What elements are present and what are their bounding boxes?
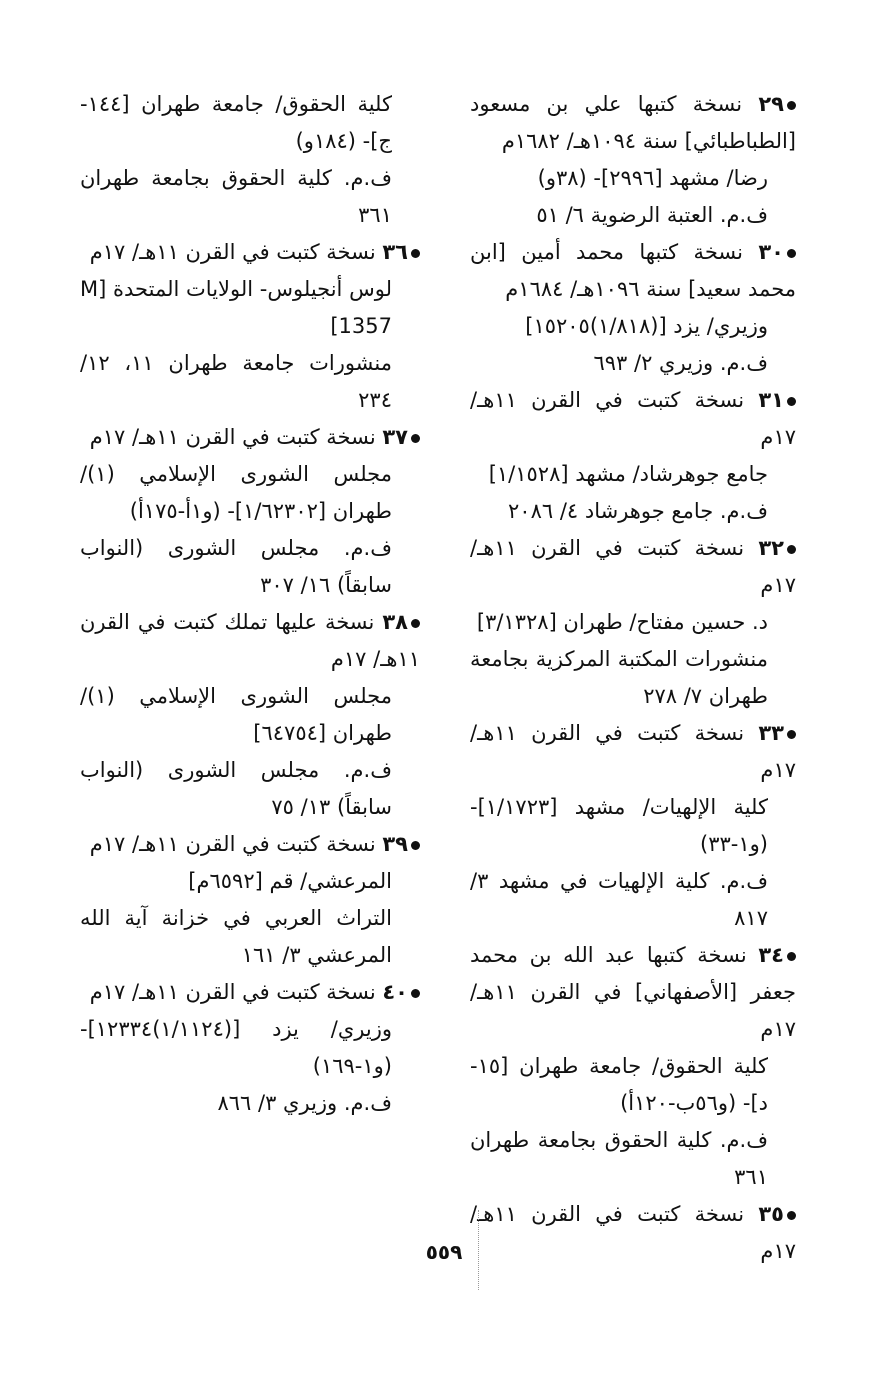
manuscript-entry [470,530,796,715]
library-location: وزيري/ يزد [(١/٨١٨)١٥٢٠٥] [525,314,768,338]
manuscript-entry [470,715,796,937]
library-location: كلية الحقوق/ جامعة طهران [١٥-د]- (و٥٦ب-١٢٠أ) [470,1054,768,1115]
library-location: وزيري/ يزد [(١/١١٢٤)١٢٣٣٤]- (و١-١٦٩) [80,1017,392,1078]
library-location: مجلس الشورى الإسلامي (١)/ طهران [٦٤٧٥٤] [80,684,392,745]
library-location: كلية الحقوق/ جامعة طهران [١٤٤-ج]- (١٨٤و) [80,92,392,153]
library-location: جامع جوهرشاد/ مشهد [١/١٥٢٨] [488,462,768,486]
entry-number: ٣١ [758,388,784,412]
entry-title [470,86,796,160]
entry-title-text: نسخة كتبها عبد الله بن محمد جعفر [الأصفهاني] في القرن ١١هـ/ ١٧م [470,943,796,1041]
bullet-icon [411,249,420,258]
library-location: لوس أنجيلوس- الولايات المتحدة [M 1357] [80,277,392,338]
library-location: مجلس الشورى الإسلامي (١)/ طهران [١/٦٢٣٠٢]- (و١أ-١٧٥أ) [80,462,392,523]
entry-title [80,826,420,863]
library-location: د. حسين مفتاح/ طهران [٣/١٣٢٨] [476,610,768,634]
bullet-icon [411,434,420,443]
entry-number: ٣٦ [382,240,408,264]
entry-number: ٣٧ [382,425,408,449]
entry-title-text: نسخة كتبت في القرن ١١هـ/ ١٧م [89,240,376,264]
entry-title [80,604,420,678]
entry-title-text: نسخة عليها تملك كتبت في القرن ١١هـ/ ١٧م [80,610,420,671]
entry-title-text: نسخة كتبت في القرن ١١هـ/ ١٧م [89,425,376,449]
entry-number: ٣٩ [382,832,408,856]
manuscript-entry [80,86,420,234]
library-location: رضا/ مشهد [٢٩٩٦]- (٣٨و) [537,166,768,190]
catalog-reference: منشورات جامعة طهران ١١، ١٢/ ٢٣٤ [80,351,393,412]
manuscript-entry [470,86,796,234]
manuscript-entry [80,974,420,1122]
catalog-reference: ف.م. كلية الحقوق بجامعة طهران ٣٦١ [470,1128,768,1189]
catalog-reference: التراث العربي في خزانة آية الله المرعشي ٣/ ١٦١ [80,906,392,967]
bullet-icon [787,730,796,739]
entry-number: ٣٤ [758,943,784,967]
bullet-icon [787,101,796,110]
page-number: ٥٥٩ [425,1240,463,1264]
entry-title [470,234,796,308]
entry-title-text: نسخة كتبت في القرن ١١هـ/ ١٧م [470,388,796,449]
entry-title-text: نسخة كتبها محمد أمين [ابن محمد سعيد] سنة ١٠٩٦هـ/ ١٦٨٤م [470,240,796,301]
right-column [470,86,796,1270]
manuscript-entry [80,419,420,604]
entry-number: ٣٣ [758,721,784,745]
entry-number: ٣٨ [382,610,408,634]
manuscript-entry [80,826,420,974]
library-location: كلية الإلهيات/ مشهد [١/١٧٢٣]- (و١-٣٣) [470,795,768,856]
catalog-reference: ف.م. وزيري ٣/ ٨٦٦ [217,1091,392,1115]
entry-number: ٣٠ [758,240,784,264]
left-column [80,86,420,1122]
catalog-reference: منشورات المكتبة المركزية بجامعة طهران ٧/ ٢٧٨ [470,647,768,708]
entry-number: ٣٢ [758,536,784,560]
manuscript-entry [80,234,420,419]
bullet-icon [787,249,796,258]
manuscript-entry [470,234,796,382]
manuscript-entry [80,604,420,826]
entry-title-text: نسخة كتبت في القرن ١١هـ/ ١٧م [470,1202,796,1263]
entry-title [80,419,420,456]
entry-title-text: نسخة كتبت في القرن ١١هـ/ ١٧م [470,536,796,597]
manuscript-entry [470,382,796,530]
bullet-icon [787,397,796,406]
manuscript-entry [470,1196,796,1270]
catalog-reference: ف.م. العتبة الرضوية ٦/ ٥١ [536,203,768,227]
entry-number: ٤٠ [382,980,408,1004]
bullet-icon [411,841,420,850]
entry-title-text: نسخة كتبها علي بن مسعود [الطباطبائي] سنة ١٠٩٤هـ/ ١٦٨٢م [470,92,796,153]
bullet-icon [787,545,796,554]
entry-number: ٢٩ [758,92,784,116]
entry-title-text: نسخة كتبت في القرن ١١هـ/ ١٧م [470,721,796,782]
entry-title [80,234,420,271]
entry-title-text: نسخة كتبت في القرن ١١هـ/ ١٧م [89,980,376,1004]
catalog-reference: ف.م. مجلس الشورى (النواب سابقاً) ١٣/ ٧٥ [80,758,392,819]
entry-number: ٣٥ [758,1202,784,1226]
entry-title [470,382,796,456]
entry-title [470,715,796,789]
catalog-reference: ف.م. كلية الحقوق بجامعة طهران ٣٦١ [80,166,392,227]
entry-title-text: نسخة كتبت في القرن ١١هـ/ ١٧م [89,832,376,856]
catalog-reference: ف.م. وزيري ٢/ ٦٩٣ [593,351,768,375]
entry-title [470,530,796,604]
library-location: المرعشي/ قم [٦٥٩٢م] [188,869,392,893]
entry-title [80,974,420,1011]
catalog-reference: ف.م. جامع جوهرشاد ٤/ ٢٠٨٦ [508,499,768,523]
bullet-icon [411,619,420,628]
catalog-reference: ف.م. مجلس الشورى (النواب سابقاً) ١٦/ ٣٠٧ [80,536,392,597]
bullet-icon [787,952,796,961]
manuscript-entry [470,937,796,1196]
entry-title [470,937,796,1048]
bullet-icon [787,1211,796,1220]
bullet-icon [411,989,420,998]
catalog-reference: ف.م. كلية الإلهيات في مشهد ٣/ ٨١٧ [470,869,768,930]
entry-title [470,1196,796,1270]
